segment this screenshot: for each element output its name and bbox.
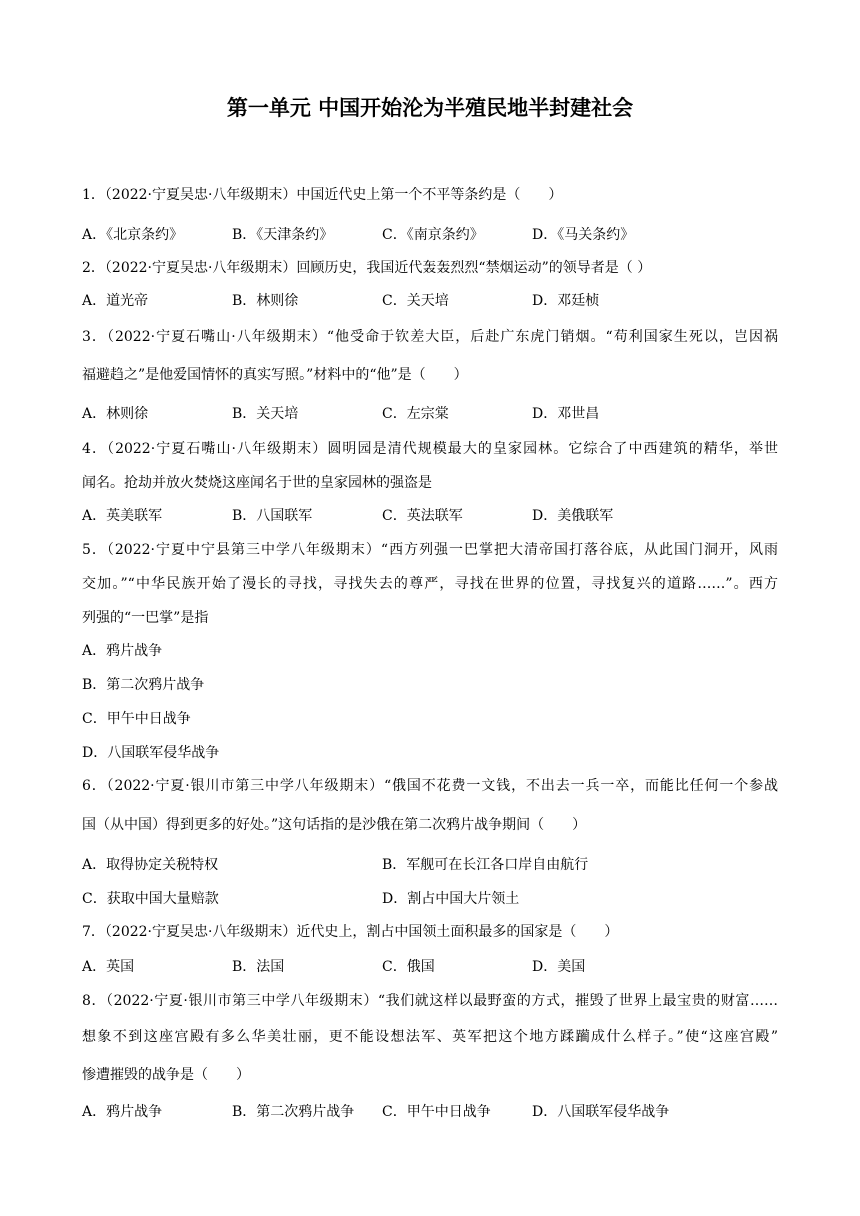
question-1-option-b: B．《天津条约》 (232, 227, 334, 243)
question-3-stem-line-1: 3．（2022·宁夏石嘴山·八年级期末）“他受命于钦差大臣，后赴广东虎门销烟。“苟利国家生死以，岂因祸 (82, 329, 778, 345)
question-2-option-d: D．邓廷桢 (532, 293, 600, 309)
question-7-stem: 7．（2022·宁夏吴忠·八年级期末）近代史上，割占中国领土面积最多的国家是（ ） (82, 924, 619, 940)
question-6-option-d: D．割占中国大片领土 (382, 891, 520, 907)
page-title: 第一单元 中国开始沦为半殖民地半封建社会 (226, 96, 634, 120)
question-3-option-c: C．左宗棠 (382, 406, 449, 422)
question-1-option-a: A．《北京条约》 (82, 227, 184, 243)
question-7-option-d: D．美国 (532, 959, 586, 975)
question-3-stem-line-2: 福避趋之”是他爱国情怀的真实写照。”材料中的“他”是（ ） (82, 367, 468, 383)
question-2-option-b: B．林则徐 (232, 293, 299, 309)
question-1-option-d: D．《马关条约》 (532, 227, 635, 243)
question-4-option-a: A．英美联军 (82, 508, 163, 524)
question-7-option-a: A．英国 (82, 959, 135, 975)
question-4-stem-line-1: 4．（2022·宁夏石嘴山·八年级期末）圆明园是清代规模最大的皇家园林。它综合了中西建筑的精华，举世 (82, 441, 778, 457)
question-8-stem-line-3: 惨遭摧毁的战争是（ ） (82, 1067, 250, 1083)
question-8-option-a: A．鸦片战争 (82, 1104, 163, 1120)
question-5-stem-line-1: 5．（2022·宁夏中宁县第三中学八年级期末）“西方列强一巴掌把大清帝国打落谷底，从此国门洞开，风雨 (82, 542, 778, 558)
question-6-option-c: C．获取中国大量赔款 (82, 891, 219, 907)
question-2-option-a: A．道光帝 (82, 293, 149, 309)
question-3-option-b: B．关天培 (232, 406, 299, 422)
question-6-stem-line-2: 国（从中国）得到更多的好处。”这句话指的是沙俄在第二次鸦片战争期间（ ） (82, 817, 587, 833)
question-5-option-a: A．鸦片战争 (82, 643, 163, 659)
question-4-stem-line-2: 闻名。抢劫并放火焚烧这座闻名于世的皇家园林的强盗是 (82, 475, 432, 491)
question-4-option-b: B．八国联军 (232, 508, 313, 524)
question-8-option-b: B．第二次鸦片战争 (232, 1104, 355, 1120)
question-4-option-c: C．英法联军 (382, 508, 463, 524)
question-8-stem-line-1: 8．（2022·宁夏·银川市第三中学八年级期末）“我们就这样以最野蛮的方式，摧毁了世界上最宝贵的财富…… (82, 993, 778, 1009)
question-3-option-a: A．林则徐 (82, 406, 149, 422)
question-6-stem-line-1: 6．（2022·宁夏·银川市第三中学八年级期末）“俄国不花费一文钱，不出去一兵一卒，而能比任何一个参战 (82, 778, 778, 794)
question-2-option-c: C．关天培 (382, 293, 449, 309)
question-1-stem: 1．（2022·宁夏吴忠·八年级期末）中国近代史上第一个不平等条约是（ ） (82, 187, 563, 203)
question-5-stem-line-3: 列强的“一巴掌”是指 (82, 610, 209, 626)
question-7-option-c: C．俄国 (382, 959, 435, 975)
question-5-option-c: C．甲午中日战争 (82, 711, 191, 727)
question-4-option-d: D．美俄联军 (532, 508, 614, 524)
question-8-option-c: C．甲午中日战争 (382, 1104, 491, 1120)
question-5-option-b: B．第二次鸦片战争 (82, 677, 205, 693)
question-1-option-c: C．《南京条约》 (382, 227, 484, 243)
question-3-option-d: D．邓世昌 (532, 406, 600, 422)
question-7-option-b: B．法国 (232, 959, 285, 975)
question-5-stem-line-2: 交加。”“中华民族开始了漫长的寻找，寻找失去的尊严，寻找在世界的位置，寻找复兴的道路……”。西方 (82, 576, 778, 592)
question-8-option-d: D．八国联军侵华战争 (532, 1104, 670, 1120)
question-6-option-b: B．军舰可在长江各口岸自由航行 (382, 857, 589, 873)
question-5-option-d: D．八国联军侵华战争 (82, 745, 220, 761)
question-2-stem: 2．（2022·宁夏吴忠·八年级期末）回顾历史，我国近代轰轰烈烈“禁烟运动”的领导者是（ ） (82, 260, 652, 276)
question-6-option-a: A．取得协定关税特权 (82, 857, 219, 873)
question-8-stem-line-2: 想象不到这座宫殿有多么华美壮丽，更不能设想法军、英军把这个地方蹂躏成什么样子。”使“这座宫殿” (82, 1029, 778, 1045)
